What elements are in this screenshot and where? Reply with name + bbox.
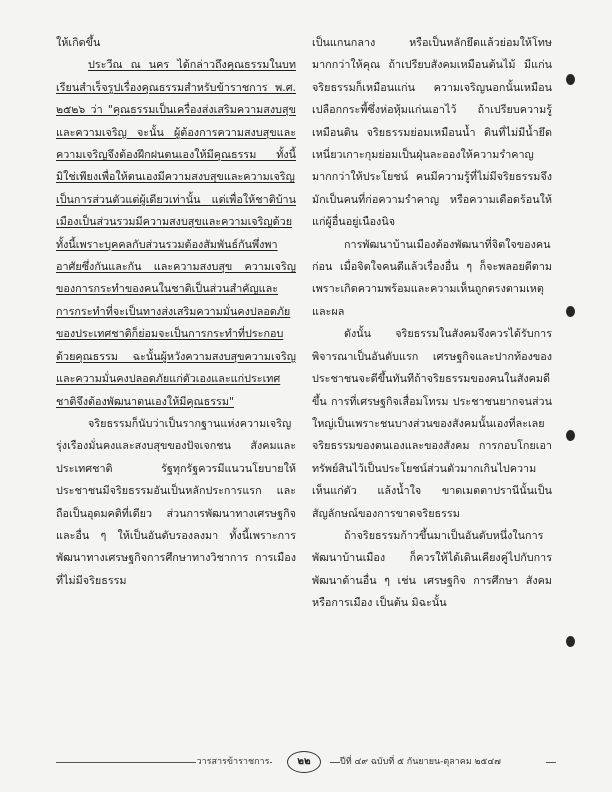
paragraph: เป็นแกนกลาง หรือเป็นหลักยึดแล้วย่อมให้โทษมากกว่าให้คุณ ถ้าเปรียบสังคมเหมือนต้นไม้ มีแก่น จริยธรรมก็เหมือนแก่น ความเจริญนอกนั้นเหมือนเปลือกกระพี้ซึ่งห่อหุ้มแก่นเอาไว้ ถ้าเปรียบความรู้เหมือนดิน จริยธรรมย่อมเหมือนน้ำ ดินที่ไม่มีน้ำยึดเหนี่ยวเกาะกุมย่อมเป็นฝุ่นละอองให้ความรำคาญมากกว่าให้ประโยชน์ คนมีความรู้ที่ไม่มีจริยธรรมจึงมักเป็นคนที่ก่อความรำคาญ หรือความเดือดร้อนให้แก่ผู้อื่นอยู่เนืองนิจ: [312, 36, 552, 229]
paragraph: จริยธรรมก็นับว่าเป็นรากฐานแห่งความเจริญรุ่งเรืองมั่นคงและสงบสุขของปัจเจกชน สังคมและประเทศชาติ รัฐทุกรัฐควรมีแนวนโยบายให้ประชาชนมีจริยธรรมอันเป็นหลักประการแรก และถือเป็นอุดมคติที่เดียว ส่วนการพัฒนาทางเศรษฐกิจและอื่น ๆ ให้เป็นอันดับรองลงมา ทั้งนี้เพราะการพัฒนาทางเศรษฐกิจการศึกษาทางวิชาการ การเมือง ที่ไม่มีจริยธรรม: [56, 416, 296, 587]
binder-hole-icon: [566, 430, 575, 441]
paragraph: ดังนั้น จริยธรรมในสังคมจึงควรได้รับการพิจารณาเป็นอันดับแรก เศรษฐกิจและปากท้องของประชาชนจะดีขึ้นทันทีถ้าจริยธรรมของคนในสังคมดีขึ้น การที่เศรษฐกิจเสื่อมโทรม ประชาชนยากจนส่วนใหญ่เป็นเพราะชนบางส่วนของสังคมนั้นเองที่ละเลยจริยธรรมของตนเองและของสังคม การกอบโกยเอาทรัพย์สินไว้เป็นประโยชน์ส่วนตัวมากเกินไปความเห็นแก่ตัว แล้งน้ำใจ ขาดเมตตาปรานีนั้นเป็นสัญลักษณ์ของการขาดจริยธรรม: [312, 327, 552, 520]
quoted-paragraph: ประวีณ ณ นคร ได้กล่าวถึงคุณธรรมในบทเรียนสำเร็จรูปเรื่องคุณธรรมสำหรับข้าราชการ พ.ศ. ๒๕๒๖ ว่า "คุณธรรมเป็นเครื่องส่งเสริมความสงบสุขและความเจริญ จะนั้น ผู้ต้องการความสงบสุขและความเจริญจึงต้องฝึกฝนตนเองให้มีคุณธรรม ทั้งนี้มิใช่เพียงเพื่อให้ตนเองมีความสงบสุขและความเจริญเป็นการส่วนตัวแต่ผู้เดียวเท่านั้น แต่เพื่อให้ชาติบ้านเมืองเป็นส่วนรวมมีความสงบสุขและความเจริญด้วย ทั้งนี้เพราะบุคคลกับส่วนรวมต้องสัมพันธ์กันพึ่งพาอาศัยซึ่งกันและกัน และความสงบสุข ความเจริญของการกระทำของคนในชาติเป็นส่วนสำคัญและการกระทำที่จะเป็นทางส่งเสริมความมั่นคงปลอดภัยของประเทศชาติก็ย่อมจะเป็นการกระทำที่ประกอบด้วยคุณธรรม ฉะนั้นผู้หวังความสงบสุขความเจริญและความมั่นคงปลอดภัยแก่ตัวเองและแก่ประเทศชาติจึงต้องพัฒนาตนเองให้มีคุณธรรม": [56, 58, 296, 408]
issue-info: ปีที่ ๔๙ ฉบับที่ ๕ กันยายน-ตุลาคม ๒๕๔๗: [340, 754, 546, 768]
journal-name: วารสารข้าราชการ: [196, 754, 270, 768]
paragraph: ให้เกิดขึ้น: [56, 36, 101, 49]
binder-hole-icon: [566, 306, 575, 317]
page-footer: [0, 752, 612, 774]
page-number: ๒๒: [287, 751, 321, 773]
paragraph: การพัฒนาบ้านเมืองต้องพัฒนาที่จิตใจของคนก่อน เมื่อจิตใจคนดีแล้วเรื่องอื่น ๆ ก็จะพลอยดีตามเพราะเกิดความพร้อมและความเห็นถูกตรงตามเหตุ และผล: [312, 237, 552, 318]
binder-hole-icon: [566, 74, 575, 85]
right-column: [312, 32, 552, 615]
left-column: [56, 32, 296, 592]
binder-hole-icon: [566, 636, 575, 647]
paragraph: ถ้าจริยธรรมก้าวขึ้นมาเป็นอันดับหนึ่งในการพัฒนาบ้านเมือง ก็ควรให้ได้เดินเคียงคู่ไปกับการพัฒนาด้านอื่น ๆ เช่น เศรษฐกิจ การศึกษา สังคม หรือการเมือง เป็นต้น มิฉะนั้น: [312, 528, 552, 610]
